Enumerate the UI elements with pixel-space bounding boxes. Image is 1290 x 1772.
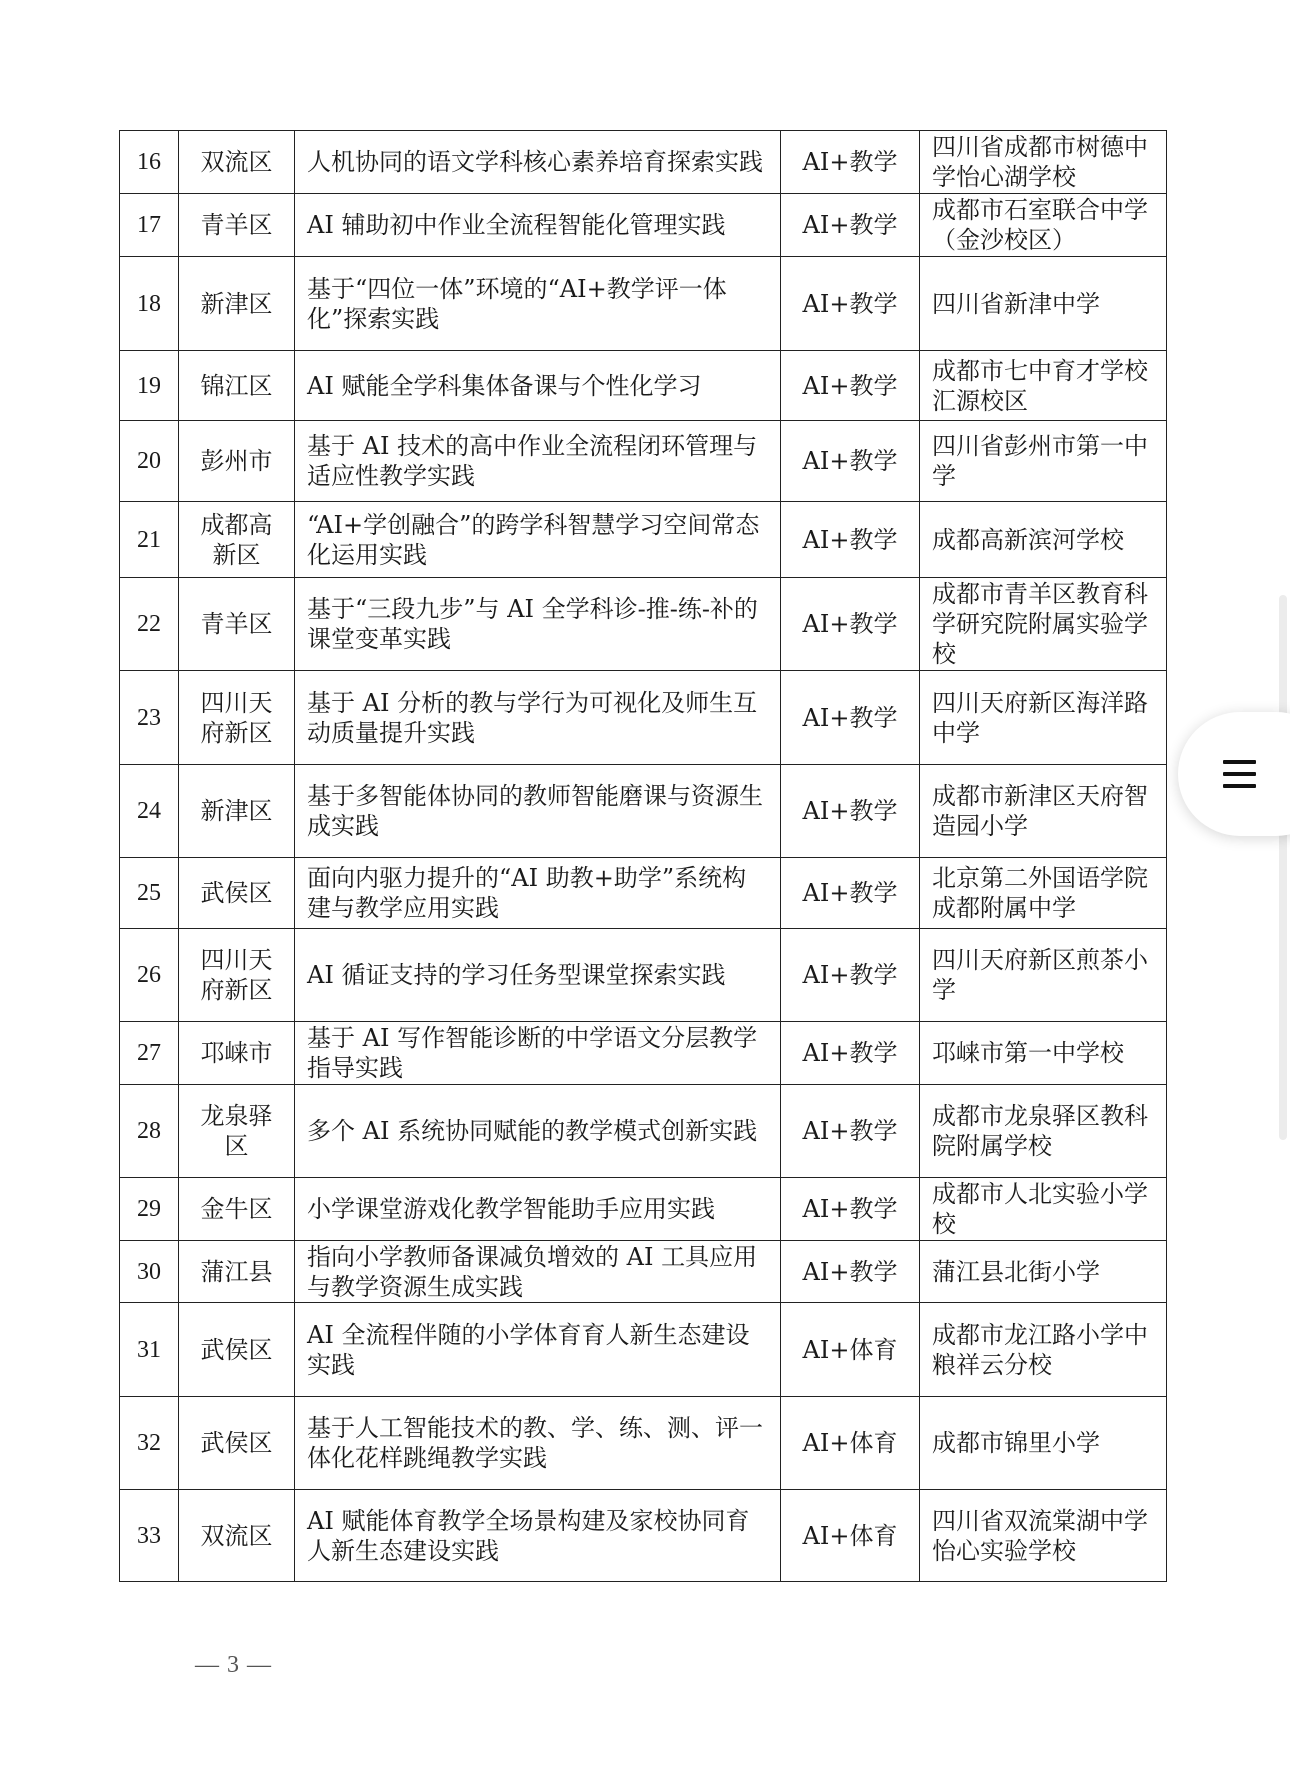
project-title-cell: 基于 AI 分析的教与学行为可视化及师生互动质量提升实践 xyxy=(295,671,781,765)
project-title-cell: AI 循证支持的学习任务型课堂探索实践 xyxy=(295,929,781,1022)
category-cell: AI+教学 xyxy=(781,765,920,858)
project-title-cell: 基于 AI 技术的高中作业全流程闭环管理与适应性教学实践 xyxy=(295,421,781,502)
district-cell: 双流区 xyxy=(179,1490,295,1582)
school-cell: 四川省成都市树德中学怡心湖学校 xyxy=(920,131,1167,194)
project-title-cell: 基于“三段九步”与 AI 全学科诊-推-练-补的课堂变革实践 xyxy=(295,578,781,671)
row-number: 31 xyxy=(120,1303,179,1397)
school-cell: 成都市龙江路小学中粮祥云分校 xyxy=(920,1303,1167,1397)
district-cell: 龙泉驿区 xyxy=(179,1085,295,1178)
table-row xyxy=(120,671,1167,765)
district-cell: 武侯区 xyxy=(179,1303,295,1397)
row-number: 32 xyxy=(120,1397,179,1490)
row-number: 22 xyxy=(120,578,179,671)
project-title-cell: 基于人工智能技术的教、学、练、测、评一体化花样跳绳教学实践 xyxy=(295,1397,781,1490)
project-title-cell: 基于多智能体协同的教师智能磨课与资源生成实践 xyxy=(295,765,781,858)
school-cell: 成都市七中育才学校汇源校区 xyxy=(920,351,1167,421)
category-cell: AI+教学 xyxy=(781,502,920,578)
district-cell: 金牛区 xyxy=(179,1178,295,1241)
category-cell: AI+体育 xyxy=(781,1397,920,1490)
district-cell: 新津区 xyxy=(179,765,295,858)
school-cell: 四川省新津中学 xyxy=(920,257,1167,351)
school-cell: 邛崃市第一中学校 xyxy=(920,1022,1167,1085)
row-number: 18 xyxy=(120,257,179,351)
district-cell: 四川天府新区 xyxy=(179,671,295,765)
page-number: — 3 — xyxy=(195,1652,272,1678)
project-title-cell: AI 全流程伴随的小学体育育人新生态建设实践 xyxy=(295,1303,781,1397)
category-cell: AI+体育 xyxy=(781,1303,920,1397)
row-number: 20 xyxy=(120,421,179,502)
district-cell: 四川天府新区 xyxy=(179,929,295,1022)
project-title-cell: 基于“四位一体”环境的“AI+教学评一体化”探索实践 xyxy=(295,257,781,351)
project-title-cell: AI 赋能体育教学全场景构建及家校协同育人新生态建设实践 xyxy=(295,1490,781,1582)
scrollbar[interactable] xyxy=(1279,595,1287,1140)
table-row xyxy=(120,421,1167,502)
project-title-cell: 面向内驱力提升的“AI 助教+助学”系统构建与教学应用实践 xyxy=(295,858,781,929)
category-cell: AI+教学 xyxy=(781,194,920,257)
school-cell: 成都市新津区天府智造园小学 xyxy=(920,765,1167,858)
category-cell: AI+教学 xyxy=(781,1022,920,1085)
row-number: 30 xyxy=(120,1241,179,1303)
table-row xyxy=(120,257,1167,351)
row-number: 21 xyxy=(120,502,179,578)
category-cell: AI+教学 xyxy=(781,131,920,194)
school-cell: 成都市青羊区教育科学研究院附属实验学校 xyxy=(920,578,1167,671)
row-number: 27 xyxy=(120,1022,179,1085)
district-cell: 新津区 xyxy=(179,257,295,351)
table-row xyxy=(120,1085,1167,1178)
project-title-cell: 多个 AI 系统协同赋能的教学模式创新实践 xyxy=(295,1085,781,1178)
table-row xyxy=(120,502,1167,578)
project-title-cell: 小学课堂游戏化教学智能助手应用实践 xyxy=(295,1178,781,1241)
school-cell: 四川省彭州市第一中学 xyxy=(920,421,1167,502)
row-number: 23 xyxy=(120,671,179,765)
row-number: 25 xyxy=(120,858,179,929)
category-cell: AI+教学 xyxy=(781,257,920,351)
district-cell: 青羊区 xyxy=(179,578,295,671)
project-title-cell: 指向小学教师备课减负增效的 AI 工具应用与教学资源生成实践 xyxy=(295,1241,781,1303)
category-cell: AI+教学 xyxy=(781,671,920,765)
row-number: 16 xyxy=(120,131,179,194)
table-row xyxy=(120,1178,1167,1241)
school-cell: 蒲江县北街小学 xyxy=(920,1241,1167,1303)
table-row xyxy=(120,194,1167,257)
school-cell: 北京第二外国语学院成都附属中学 xyxy=(920,858,1167,929)
district-cell: 双流区 xyxy=(179,131,295,194)
table-row xyxy=(120,1022,1167,1085)
project-title-cell: 人机协同的语文学科核心素养培育探索实践 xyxy=(295,131,781,194)
table-row xyxy=(120,1303,1167,1397)
row-number: 17 xyxy=(120,194,179,257)
school-cell: 四川省双流棠湖中学怡心实验学校 xyxy=(920,1490,1167,1582)
district-cell: 武侯区 xyxy=(179,1397,295,1490)
school-cell: 四川天府新区海洋路中学 xyxy=(920,671,1167,765)
school-cell: 成都市石室联合中学（金沙校区） xyxy=(920,194,1167,257)
category-cell: AI+教学 xyxy=(781,858,920,929)
category-cell: AI+教学 xyxy=(781,578,920,671)
category-cell: AI+教学 xyxy=(781,1178,920,1241)
row-number: 29 xyxy=(120,1178,179,1241)
table-row xyxy=(120,131,1167,194)
district-cell: 青羊区 xyxy=(179,194,295,257)
district-cell: 邛崃市 xyxy=(179,1022,295,1085)
project-title-cell: AI 赋能全学科集体备课与个性化学习 xyxy=(295,351,781,421)
school-cell: 成都高新滨河学校 xyxy=(920,502,1167,578)
category-cell: AI+教学 xyxy=(781,421,920,502)
project-title-cell: “AI+学创融合”的跨学科智慧学习空间常态化运用实践 xyxy=(295,502,781,578)
row-number: 24 xyxy=(120,765,179,858)
row-number: 28 xyxy=(120,1085,179,1178)
row-number: 33 xyxy=(120,1490,179,1582)
table-row xyxy=(120,765,1167,858)
school-cell: 四川天府新区煎茶小学 xyxy=(920,929,1167,1022)
project-title-cell: 基于 AI 写作智能诊断的中学语文分层教学指导实践 xyxy=(295,1022,781,1085)
table-row xyxy=(120,1490,1167,1582)
district-cell: 彭州市 xyxy=(179,421,295,502)
table-row xyxy=(120,351,1167,421)
school-cell: 成都市人北实验小学校 xyxy=(920,1178,1167,1241)
category-cell: AI+教学 xyxy=(781,929,920,1022)
category-cell: AI+教学 xyxy=(781,1241,920,1303)
category-cell: AI+教学 xyxy=(781,1085,920,1178)
district-cell: 蒲江县 xyxy=(179,1241,295,1303)
table-row xyxy=(120,858,1167,929)
hamburger-menu-icon xyxy=(1223,760,1256,796)
projects-table xyxy=(119,130,1167,1582)
district-cell: 成都高新区 xyxy=(179,502,295,578)
table-row xyxy=(120,1241,1167,1303)
category-cell: AI+体育 xyxy=(781,1490,920,1582)
row-number: 26 xyxy=(120,929,179,1022)
row-number: 19 xyxy=(120,351,179,421)
school-cell: 成都市锦里小学 xyxy=(920,1397,1167,1490)
table-row xyxy=(120,1397,1167,1490)
district-cell: 武侯区 xyxy=(179,858,295,929)
table-row xyxy=(120,578,1167,671)
project-title-cell: AI 辅助初中作业全流程智能化管理实践 xyxy=(295,194,781,257)
table-row xyxy=(120,929,1167,1022)
category-cell: AI+教学 xyxy=(781,351,920,421)
school-cell: 成都市龙泉驿区教科院附属学校 xyxy=(920,1085,1167,1178)
menu-button[interactable] xyxy=(1178,712,1290,836)
district-cell: 锦江区 xyxy=(179,351,295,421)
